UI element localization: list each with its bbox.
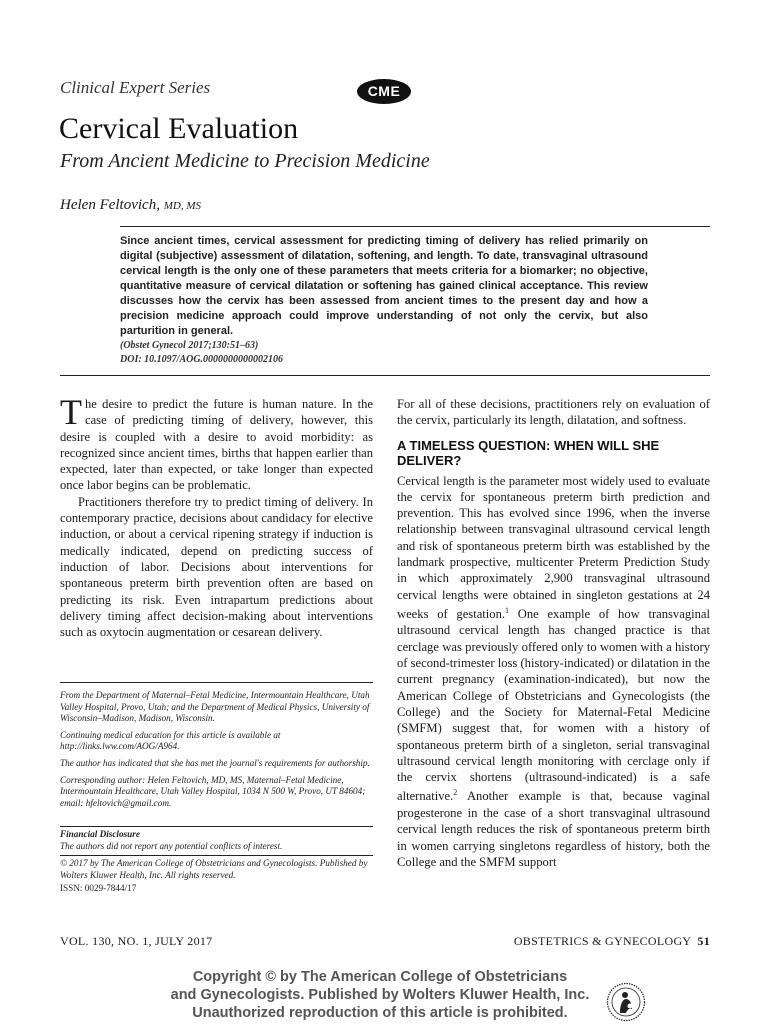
left-column <box>60 392 373 640</box>
author-name: Helen Feltovich, <box>60 197 160 213</box>
copyright-note <box>60 858 373 895</box>
abstract-doi: DOI: 10.1097/AOG.0000000000002106 <box>120 354 284 365</box>
page-number: 51 <box>697 934 710 948</box>
issn: ISSN: 0029-7844/17 <box>60 883 137 894</box>
abstract-bottom-rule <box>60 375 710 376</box>
footer-journal-name: OBSTETRICS & GYNECOLOGY <box>513 934 692 948</box>
disclosure-text: The authors did not report any potential conflicts of interest. <box>60 840 283 851</box>
right-intro: For all of these decisions, practitioners rely on evaluation of the cervix, particularly its length, dilatation, and softness. <box>397 397 710 428</box>
copyright-banner <box>100 968 660 1022</box>
footnotes <box>60 690 373 814</box>
footnote-cme: Continuing medical education for this article is available at http://links.lww.com/AOG/A964. <box>60 729 281 752</box>
drop-cap: T <box>60 392 82 432</box>
section-heading: A TIMELESS QUESTION: WHEN WILL SHE DELIVER? <box>397 437 660 468</box>
series-label: Clinical Expert Series <box>60 78 211 97</box>
cme-badge: CME <box>357 79 411 104</box>
footnote-affiliation: From the Department of Maternal–Fetal Medicine, Intermountain Healthcare, Utah Valley Hospital, Provo, Utah; and the Department of Medical Physics, University of Wisconsin–Madison, Madison, Wisconsin. <box>60 690 370 724</box>
author-degrees: MD, MS <box>163 200 201 212</box>
abstract-text: Since ancient times, cervical assessment for predicting timing of delivery has relied primarily on digital (subjective) assessment of dilatation, softening, and length. To date, transvaginal ultrasound cervical length is the only one of these parameters that meets criteria for a biomarker; no objective, quantitative measure of cervical dilatation or softening has gained clinical acceptance. This review discusses how the cervix has been assessed from ancient times to the present day and how a precision medicine approach could improve understanding of not only the cervix, but also parturition in general. <box>120 235 648 337</box>
right-body-part-3: Another example is that, because vaginal progesterone in the case of a short transvaginal ultrasound cervical length reduces the risk of spontaneous preterm birth in women carrying singletons regardless of history, both the College and the SMFM support <box>397 789 710 869</box>
footer-journal <box>514 934 710 949</box>
left-paragraph-1-text: he desire to predict the future is human nature. In the case of predicting timing of delivery, however, this desire is coupled with a desire to avoid morbidity: as recognized since ancient times, births that happen earlier than expected, later than expected, or take longer than expected once labor begins can be problematic. <box>60 397 373 493</box>
article-title: Cervical Evaluation <box>59 112 299 145</box>
financial-disclosure <box>60 829 373 857</box>
abstract-citation: (Obstet Gynecol 2017;130:51–63) <box>120 340 259 351</box>
right-body <box>397 473 710 871</box>
copyright-banner-line-2: and Gynecologists. Published by Wolters Kluwer Health, Inc. <box>170 987 590 1003</box>
footnote-corresponding: Corresponding author: Helen Feltovich, MD, MS, Maternal–Fetal Medicine, Intermountain Healthcare, Utah Valley Hospital, 1034 N 500 W, Provo, UT 84604; email: hfeltovich@gmail.com. <box>60 774 366 808</box>
copyright-text: © 2017 by The American College of Obstetricians and Gynecologists. Published by Wolters Kluwer Health, Inc. All rights reserved. <box>60 858 368 880</box>
left-paragraph-1 <box>60 392 373 494</box>
copyright-banner-line-3: Unauthorized reproduction of this article is prohibited. <box>192 1005 568 1021</box>
copyright-banner-line-1: Copyright © by The American College of Obstetricians <box>192 969 568 985</box>
right-column <box>397 396 710 870</box>
article-subtitle: From Ancient Medicine to Precision Medicine <box>60 150 430 172</box>
abstract <box>120 234 648 367</box>
footnote-rule <box>60 682 373 683</box>
right-body-part-2: One example of how transvaginal ultrasound cervical length has changed practice is that cerclage was previously offered only to women with a history of second-trimester loss (history-indicated) or dilatation in the current pregnancy (examination-indicated), but now the American College of Obstetricians and Gynecologists (the College) and the Society for Maternal-Fetal Medicine (SMFM) suggest that, for women with a history of spontaneous preterm birth of a singleton, serial transvaginal ultrasound cervical length monitoring with cerclage only if the cervix shortens (ultrasound-indicated) is a safe alternative. <box>397 607 711 804</box>
footnote-authorship: The author has indicated that she has met the journal's requirements for authorship. <box>60 757 370 768</box>
abstract-top-rule <box>120 226 710 227</box>
footer-volume: VOL. 130, NO. 1, JULY 2017 <box>60 934 213 948</box>
reference-1[interactable]: 1 <box>505 605 510 615</box>
college-seal-icon <box>606 982 646 1022</box>
right-body-part-1: Cervical length is the parameter most widely used to evaluate the cervix for spontaneous preterm birth prediction and prevention. This has evolved since 1996, when the inverse relationship between transvaginal ultrasound cervical length and risk of spontaneous preterm birth was established by the landmark prospective, multicenter Preterm Prediction Study in which approximately 2,900 transvaginal ultrasound cervical lengths were obtained in singleton gestations at 24 weeks of gestation. <box>397 473 710 622</box>
disclosure-rule <box>60 826 373 827</box>
reference-2[interactable]: 2 <box>453 788 458 798</box>
left-paragraph-2: Practitioners therefore try to predict timing of delivery. In contemporary practice, decisions about candidacy for elective induction, or about a cervical ripening strategy if induction is medically indicated, depend on predicting success of induction of labor. Decisions about interventions for spontaneous preterm birth prevention often are based on predicting its risk. Even intrapartum predictions about delivery timing affect decision-making about interventions such as oxytocin augmentation or cesarean delivery. <box>60 494 373 640</box>
disclosure-title: Financial Disclosure <box>60 829 140 839</box>
author-line <box>60 197 201 214</box>
copyright-rule <box>60 855 373 856</box>
